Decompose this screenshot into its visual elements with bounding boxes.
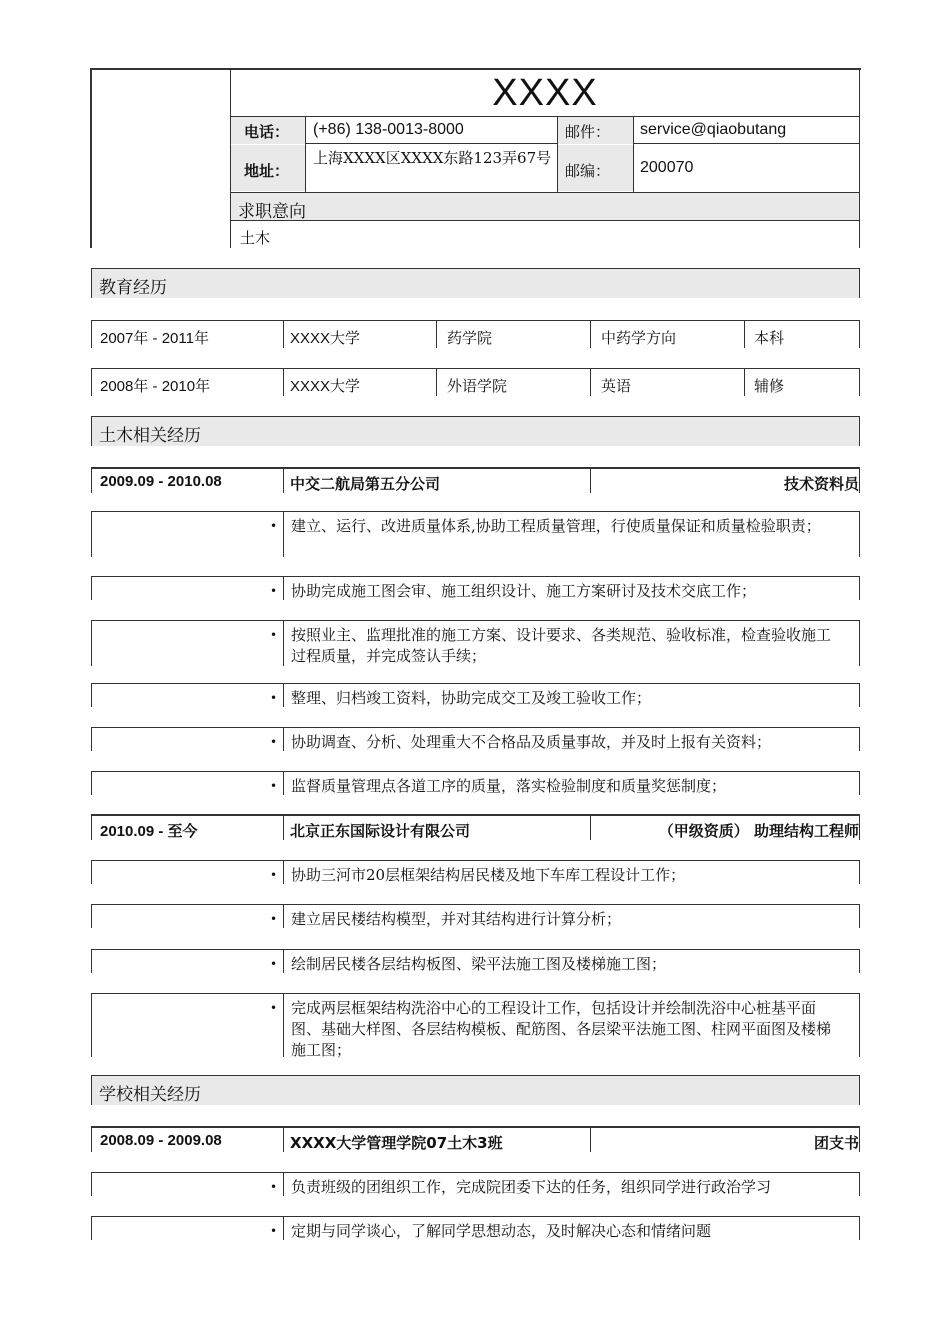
bullet-item (91, 993, 860, 1057)
edu-degree: 本科 (754, 329, 785, 347)
bullet-text: 定期与同学谈心，了解同学思想动态，及时解决心态和情绪问题 (291, 1222, 712, 1240)
bullet-text: 协助三河市20层框架结构居民楼及地下车库工程设计工作； (291, 866, 686, 884)
bullet-dot: • (270, 957, 278, 971)
bullet-text: 整理、归档竣工资料，协助完成交工及竣工验收工作； (291, 689, 652, 707)
email-label: 邮件： (565, 123, 611, 141)
job-role: 技术资料员 (783, 475, 859, 493)
education-row (91, 320, 860, 348)
bullet-dot: • (270, 1001, 278, 1015)
job-period: 2010.09 - 至今 (100, 823, 198, 840)
candidate-name: XXXX (492, 72, 598, 114)
bullet-text: 建立居民楼结构模型，并对其结构进行计算分析； (291, 910, 622, 928)
bullet-dot: • (270, 519, 278, 533)
job-header-row (91, 1126, 860, 1152)
bullet-text: 按照业主、监理批准的施工方案、设计要求、各类规范、验收标准，检查验收施工过程质量，并完成签认手续； (291, 626, 832, 665)
edu-period: 2007年 - 2011年 (100, 330, 209, 347)
bullet-dot: • (270, 912, 278, 926)
edu-school: XXXX大学 (290, 330, 361, 347)
job-company: 北京正东国际设计有限公司 (290, 822, 471, 840)
job-period: 2009.09 - 2010.08 (100, 473, 222, 490)
bullet-item (91, 511, 860, 557)
civil-section-title: 土木相关经历 (91, 416, 860, 446)
school-section-title: 学校相关经历 (91, 1075, 860, 1105)
job-intent-value: 土木 (240, 229, 271, 247)
address-value: 上海XXXX区XXXX东路123弄67号 (313, 149, 552, 167)
bullet-text: 协助完成施工图会审、施工组织设计、施工方案研讨及技术交底工作； (291, 582, 757, 600)
bullet-text: 绘制居民楼各层结构板图、梁平法施工图及楼梯施工图； (291, 955, 667, 973)
job-period: 2008.09 - 2009.08 (100, 1132, 222, 1149)
bullet-text: 建立、运行、改进质量体系,协助工程质量管理，行使质量保证和质量检验职责； (291, 517, 821, 535)
job-role: （甲级资质） 助理结构工程师 (658, 822, 859, 840)
bullet-text: 监督质量管理点各道工序的质量，落实检验制度和质量奖惩制度； (291, 777, 727, 795)
job-role: 团支书 (813, 1134, 859, 1152)
bullet-dot: • (270, 868, 278, 882)
bullet-dot: • (270, 628, 278, 642)
job-company: 中交二航局第五分公司 (290, 475, 441, 493)
bullet-dot: • (270, 1180, 278, 1194)
education-row (91, 368, 860, 396)
job-intent-title: 求职意向 (238, 202, 306, 222)
edu-college: 外语学院 (447, 377, 508, 395)
bullet-item (91, 771, 860, 795)
bullet-dot: • (270, 584, 278, 598)
bullet-item (91, 727, 860, 751)
bullet-item (91, 576, 860, 600)
address-label: 地址： (244, 162, 290, 180)
phone-value: (+86) 138-0013-8000 (313, 121, 464, 138)
bullet-item (91, 620, 860, 666)
job-header-row (91, 467, 860, 493)
edu-school: XXXX大学 (290, 378, 361, 395)
zip-label: 邮编： (565, 162, 611, 180)
bullet-dot: • (270, 735, 278, 749)
job-header-row (91, 814, 860, 840)
edu-major: 英语 (601, 377, 632, 395)
bullet-text: 完成两层框架结构洗浴中心的工程设计工作，包括设计并绘制洗浴中心桩基平面图、基础大样图、各层结构模板、配筋图、各层梁平法施工图、柱网平面图及楼梯施工图； (291, 999, 832, 1059)
bullet-dot: • (270, 1224, 278, 1238)
email-value: service@qiaobutang (640, 121, 787, 138)
edu-college: 药学院 (447, 329, 493, 347)
bullet-item (91, 1216, 860, 1240)
education-section-title: 教育经历 (91, 268, 860, 298)
edu-period: 2008年 - 2010年 (100, 378, 211, 395)
bullet-dot: • (270, 691, 278, 705)
bullet-item (91, 1172, 860, 1196)
bullet-text: 负责班级的团组织工作，完成院团委下达的任务，组织同学进行政治学习 (291, 1178, 772, 1196)
edu-major: 中药学方向 (601, 329, 677, 347)
zip-value: 200070 (640, 159, 694, 176)
bullet-dot: • (270, 779, 278, 793)
bullet-text: 协助调查、分析、处理重大不合格品及质量事故，并及时上报有关资料； (291, 733, 772, 751)
phone-label: 电话： (244, 123, 290, 141)
bullet-item (91, 949, 860, 973)
bullet-item (91, 904, 860, 928)
bullet-item (91, 860, 860, 884)
edu-degree: 辅修 (754, 377, 785, 395)
bullet-item (91, 683, 860, 707)
job-org: XXXX大学管理学院07土木3班 (290, 1134, 503, 1152)
